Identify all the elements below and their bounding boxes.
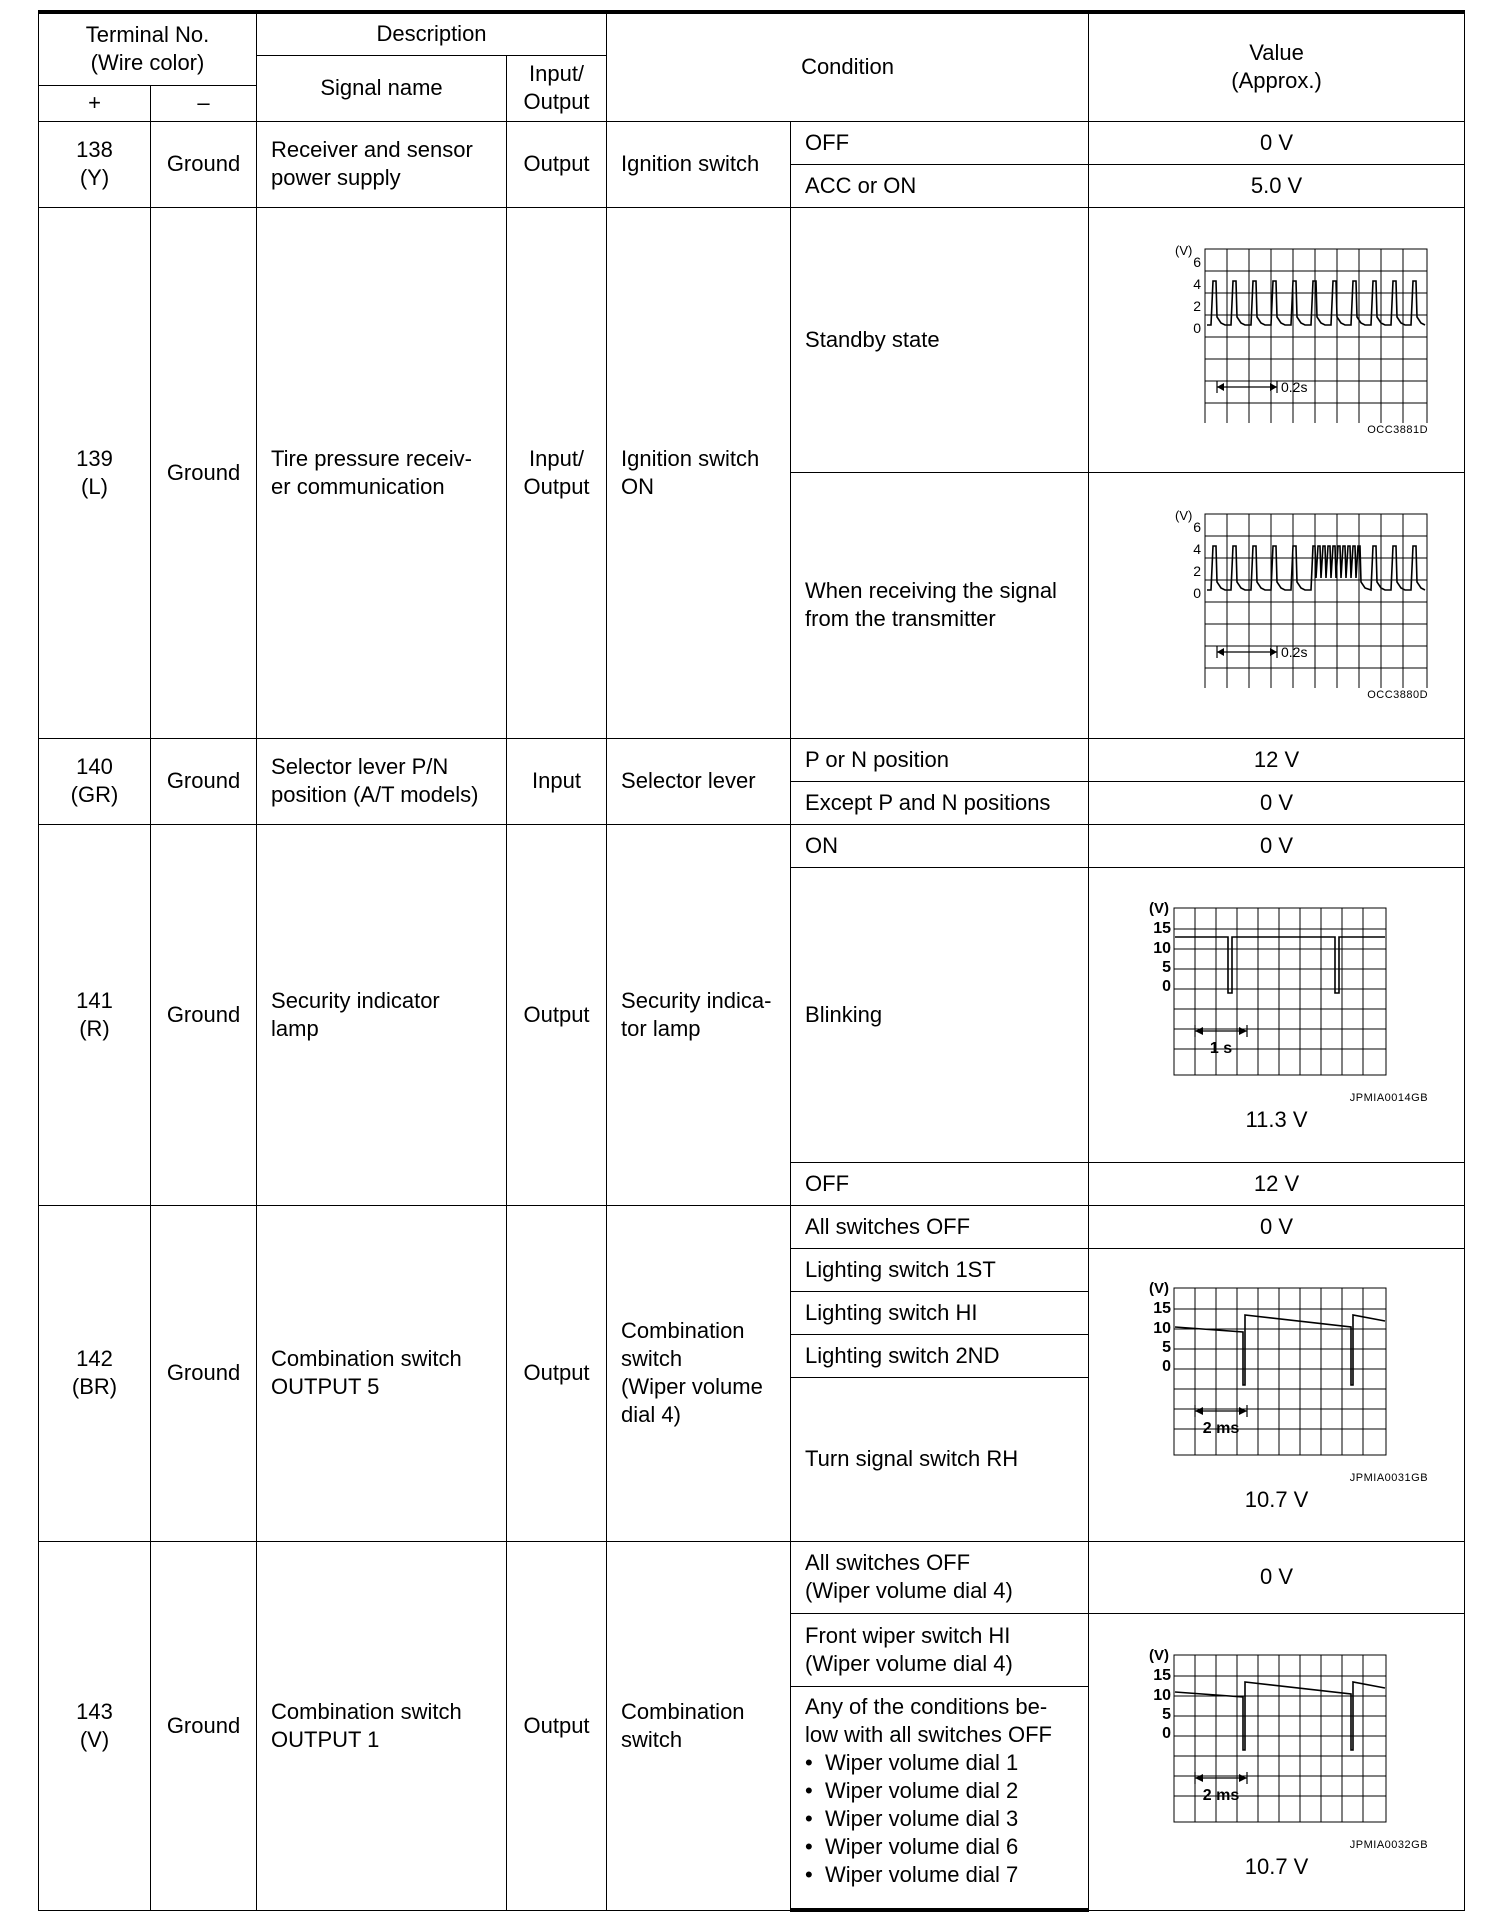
waveform-cell: [1089, 1613, 1465, 1910]
signal-line: er communication: [271, 473, 445, 499]
terminal-143: [39, 1541, 151, 1910]
axis-unit: (V): [1148, 1279, 1169, 1297]
axis-unit: (V): [1174, 242, 1192, 258]
condition-sub: Except P and N positions: [791, 781, 1089, 824]
condition-sub: Turn signal switch RH: [791, 1377, 1089, 1541]
signal-name: [257, 121, 507, 207]
list-item: • Wiper volume dial 2: [825, 1777, 1074, 1805]
value-label: Value: [1249, 40, 1304, 66]
tick-label: 0: [1192, 319, 1201, 336]
input-output: Output: [507, 1205, 607, 1541]
signal-name: [257, 824, 507, 1205]
waveform-trace: [1175, 937, 1385, 993]
wire-color: (GR): [70, 782, 119, 807]
axis-unit: (V): [1174, 508, 1192, 523]
value-cell: 0 V: [1089, 1541, 1465, 1613]
value-text: 11.3 V: [1245, 1106, 1308, 1132]
list-item: • Wiper volume dial 7: [825, 1861, 1074, 1889]
condition-line: tor lamp: [621, 1015, 701, 1041]
table-row: [39, 738, 1465, 781]
condition-line: Ignition switch: [621, 445, 760, 471]
axis-unit: (V): [1148, 1646, 1169, 1664]
condition-sub: OFF: [791, 1162, 1089, 1205]
header-minus: –: [151, 85, 257, 121]
signal-line: Tire pressure receiv-: [271, 445, 472, 471]
wire-color-label: (Wire color): [90, 50, 205, 76]
signal-line: OUTPUT 1: [271, 1726, 380, 1752]
terminal-number: 138: [76, 137, 113, 162]
terminal-number: 140: [76, 754, 113, 779]
table-row: [39, 1541, 1465, 1613]
header-terminal-no: [39, 12, 257, 85]
waveform-cell: [1089, 1248, 1465, 1541]
axis-unit: (V): [1148, 899, 1169, 917]
condition-line: ON: [621, 473, 655, 499]
terminal-138: [39, 121, 151, 207]
signal-name: [257, 207, 507, 738]
input-output: Output: [507, 1541, 607, 1910]
wiper-dial-list: [805, 1749, 1074, 1889]
tick-label: 0: [1161, 1357, 1171, 1375]
header-input-output: [507, 55, 607, 121]
value-cell: 0 V: [1089, 121, 1465, 164]
value-text: 10.7 V: [1244, 1853, 1309, 1879]
tick-label: 4: [1192, 541, 1201, 557]
condition-sub: P or N position: [791, 738, 1089, 781]
io-label-1: Input/: [529, 61, 585, 86]
condition-line: Security indica-: [621, 987, 772, 1013]
list-item: • Wiper volume dial 6: [825, 1833, 1074, 1861]
condition-line: Combination: [621, 1318, 745, 1343]
time-scale-label: 0.2s: [1280, 378, 1308, 395]
header-value: [1089, 12, 1465, 121]
waveform-output5-figure: [1107, 1275, 1447, 1471]
terminal-table: [38, 10, 1465, 1912]
list-item: • Wiper volume dial 3: [825, 1805, 1074, 1833]
time-scale-label: 1 s: [1209, 1039, 1232, 1057]
figure-code: OCC3880D: [1367, 689, 1429, 701]
condition-main: [607, 1541, 791, 1910]
tick-label: 10: [1152, 1686, 1171, 1704]
waveform-receiving-figure: [1117, 508, 1437, 688]
wire-color: (BR): [71, 1374, 118, 1399]
value-cell: 12 V: [1089, 1162, 1465, 1205]
condition-line: (Wiper volume dial 4): [805, 1578, 1013, 1603]
signal-line: Combination switch: [271, 1698, 462, 1724]
tick-label: 6: [1192, 519, 1201, 535]
terminal-no-label: Terminal No.: [85, 22, 210, 48]
approx-label: (Approx.): [1231, 68, 1322, 94]
list-item: • Wiper volume dial 1: [825, 1749, 1074, 1777]
condition-main: Ignition switch: [607, 121, 791, 207]
condition-main: Selector lever: [607, 738, 791, 824]
condition-sub: All switches OFF: [791, 1205, 1089, 1248]
time-scale-label: 2 ms: [1202, 1419, 1239, 1437]
header-condition: Condition: [607, 12, 1089, 121]
table-row: [39, 1205, 1465, 1248]
signal-line: Combination switch: [271, 1346, 462, 1371]
terminal-number: 141: [76, 987, 113, 1013]
condition-sub: Blinking: [791, 867, 1089, 1162]
waveform-blinking-figure: [1107, 895, 1447, 1091]
condition-line: Combination: [621, 1698, 745, 1724]
condition-sub: Lighting switch 1ST: [791, 1248, 1089, 1291]
time-scale-label: 0.2s: [1280, 644, 1308, 660]
condition-sub: [791, 1541, 1089, 1613]
minus-terminal: Ground: [151, 1541, 257, 1910]
figure-code: JPMIA0031GB: [1349, 1471, 1429, 1484]
tick-label: 0: [1192, 585, 1201, 601]
table-row: [39, 121, 1465, 164]
header-signal-name: Signal name: [257, 55, 507, 121]
waveform-trace: [1207, 546, 1425, 590]
condition-sub: Lighting switch 2ND: [791, 1334, 1089, 1377]
io-label-2: Output: [523, 89, 590, 114]
condition-line: Front wiper switch HI: [805, 1622, 1011, 1648]
figure-code: OCC3881D: [1367, 423, 1429, 436]
terminal-140: [39, 738, 151, 824]
condition-line: All switches OFF: [805, 1550, 971, 1575]
condition-line: When receiving the signal: [805, 578, 1057, 603]
condition-sub: [791, 472, 1089, 738]
input-output: [507, 207, 607, 738]
terminal-142: [39, 1205, 151, 1541]
condition-line: (Wiper volume: [621, 1374, 763, 1399]
terminal-number: 139: [76, 445, 113, 471]
signal-line: power supply: [271, 165, 401, 190]
io-line: Input/: [529, 445, 585, 471]
signal-line: OUTPUT 5: [271, 1374, 380, 1399]
table-row: [39, 207, 1465, 472]
value-cell: 0 V: [1089, 824, 1465, 867]
value-cell: 12 V: [1089, 738, 1465, 781]
condition-sub: ACC or ON: [791, 164, 1089, 207]
condition-sub: ON: [791, 824, 1089, 867]
waveform-cell: [1089, 472, 1465, 738]
signal-line: Security indicator: [271, 987, 440, 1013]
waveform-standby-figure: [1117, 243, 1437, 423]
figure-code: JPMIA0032GB: [1349, 1838, 1429, 1851]
tick-label: 2: [1192, 297, 1201, 314]
tick-label: 2: [1192, 563, 1201, 579]
condition-sub: Lighting switch HI: [791, 1291, 1089, 1334]
condition-line: switch: [621, 1726, 683, 1752]
signal-line: Selector lever P/N: [271, 754, 449, 779]
terminal-number: 142: [76, 1346, 113, 1371]
minus-terminal: Ground: [151, 121, 257, 207]
input-output: Input: [507, 738, 607, 824]
condition-line: dial 4): [621, 1402, 681, 1427]
minus-terminal: Ground: [151, 1205, 257, 1541]
tick-label: 6: [1192, 253, 1201, 270]
tick-label: 15: [1152, 919, 1171, 937]
value-text: 10.7 V: [1244, 1486, 1309, 1512]
input-output: Output: [507, 824, 607, 1205]
value-cell: 0 V: [1089, 781, 1465, 824]
condition-sub: [791, 1686, 1089, 1910]
condition-line: (Wiper volume dial 4): [805, 1650, 1013, 1676]
figure-code: JPMIA0014GB: [1349, 1091, 1429, 1104]
io-line: Output: [523, 473, 590, 499]
tick-label: 5: [1161, 1705, 1171, 1723]
time-scale-label: 2 ms: [1202, 1786, 1239, 1804]
terminal-number: 143: [76, 1698, 113, 1724]
terminal-141: [39, 824, 151, 1205]
condition-sub: Standby state: [791, 207, 1089, 472]
terminal-139: [39, 207, 151, 738]
value-cell: 5.0 V: [1089, 164, 1465, 207]
signal-name: [257, 1541, 507, 1910]
waveform-cell: [1089, 207, 1465, 472]
tick-label: 15: [1152, 1666, 1171, 1684]
wire-color: (R): [79, 1015, 110, 1041]
tick-label: 5: [1161, 958, 1171, 976]
signal-line: position (A/T models): [271, 782, 479, 807]
minus-terminal: Ground: [151, 738, 257, 824]
waveform-trace: [1175, 1315, 1385, 1385]
waveform-cell: [1089, 867, 1465, 1162]
condition-main: [607, 824, 791, 1205]
header-description: Description: [257, 12, 607, 55]
condition-main: [607, 207, 791, 738]
header-plus: +: [39, 85, 151, 121]
wire-color: (V): [79, 1726, 110, 1752]
condition-sub: OFF: [791, 121, 1089, 164]
condition-main: [607, 1205, 791, 1541]
tick-label: 0: [1161, 1724, 1171, 1742]
condition-line: from the transmitter: [805, 606, 996, 631]
signal-line: Receiver and sensor: [271, 137, 473, 162]
condition-sub: [791, 1613, 1089, 1686]
condition-line: Any of the conditions be-: [805, 1693, 1048, 1719]
waveform-output1-figure: [1107, 1642, 1447, 1838]
signal-name: [257, 1205, 507, 1541]
minus-terminal: Ground: [151, 824, 257, 1205]
tick-label: 0: [1161, 977, 1171, 995]
tick-label: 5: [1161, 1338, 1171, 1356]
signal-line: lamp: [271, 1015, 319, 1041]
input-output: Output: [507, 121, 607, 207]
wire-color: (Y): [79, 165, 110, 190]
table-row: [39, 824, 1465, 867]
condition-line: low with all switches OFF: [805, 1721, 1052, 1747]
wire-color: (L): [81, 473, 108, 499]
terminal-table-page: [38, 10, 1464, 1925]
tick-label: 4: [1192, 275, 1201, 292]
minus-terminal: Ground: [151, 207, 257, 738]
tick-label: 10: [1152, 939, 1171, 957]
condition-line: switch: [621, 1346, 683, 1371]
value-cell: 0 V: [1089, 1205, 1465, 1248]
tick-label: 10: [1152, 1319, 1171, 1337]
waveform-trace: [1207, 281, 1425, 325]
signal-name: [257, 738, 507, 824]
tick-label: 15: [1152, 1299, 1171, 1317]
